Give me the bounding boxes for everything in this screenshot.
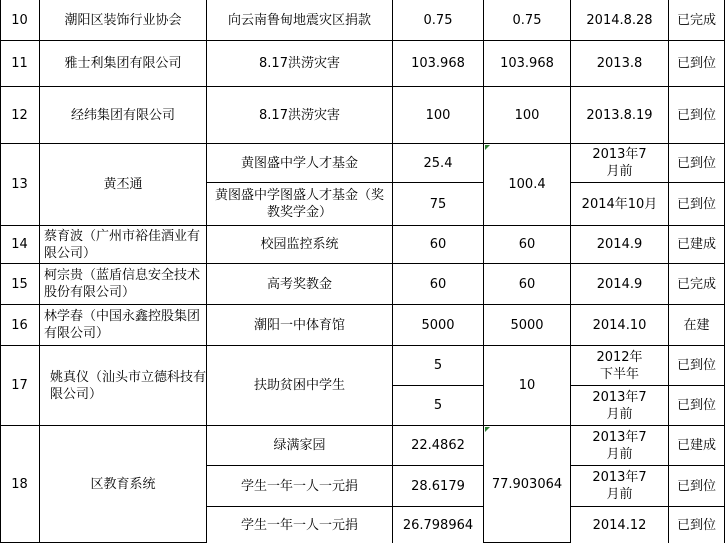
cell-pledged[interactable]: 5000 (393, 305, 484, 346)
cell-item[interactable]: 黄图盛中学图盛人才基金（奖教奖学金） (207, 183, 393, 226)
cell-item[interactable]: 扶助贫困中学生 (207, 346, 393, 426)
cell-donor[interactable]: 蔡育波（广州市裕佳酒业有限公司） (40, 226, 207, 264)
cell-status[interactable]: 已完成 (669, 0, 725, 41)
cell-status[interactable]: 已到位 (669, 41, 725, 87)
cell-item[interactable]: 学生一年一人一元捐 (207, 466, 393, 507)
cell-pledged[interactable]: 103.968 (393, 41, 484, 87)
cell-status[interactable]: 已到位 (669, 386, 725, 426)
cell-status[interactable]: 在建 (669, 305, 725, 346)
cell-paid[interactable]: 100 (484, 87, 571, 144)
cell-status[interactable]: 已到位 (669, 183, 725, 226)
cell-date[interactable]: 2013年7月前 (571, 426, 669, 466)
cell-status[interactable]: 已完成 (669, 264, 725, 305)
cell-no[interactable]: 14 (0, 226, 40, 264)
cell-no[interactable]: 11 (0, 41, 40, 87)
cell-pledged[interactable]: 26.798964 (393, 507, 484, 543)
cell-no[interactable]: 10 (0, 0, 40, 41)
cell-pledged[interactable]: 0.75 (393, 0, 484, 41)
cell-pledged[interactable]: 100 (393, 87, 484, 144)
cell-item[interactable]: 学生一年一人一元捐 (207, 507, 393, 543)
cell-donor[interactable]: 潮阳区装饰行业协会 (40, 0, 207, 41)
cell-paid[interactable]: 5000 (484, 305, 571, 346)
cell-date[interactable]: 2014.9 (571, 264, 669, 305)
cell-item[interactable]: 绿满家园 (207, 426, 393, 466)
cell-status[interactable]: 已建成 (669, 426, 725, 466)
cell-item[interactable]: 潮阳一中体育馆 (207, 305, 393, 346)
cell-date[interactable]: 2014.10 (571, 305, 669, 346)
cell-donor[interactable]: 姚真仪（汕头市立德科技有限公司） (40, 346, 207, 426)
cell-date[interactable]: 2013年7月前 (571, 386, 669, 426)
cell-date[interactable]: 2013.8 (571, 41, 669, 87)
cell-item[interactable]: 8.17洪涝灾害 (207, 87, 393, 144)
cell-pledged[interactable]: 28.6179 (393, 466, 484, 507)
cell-donor[interactable]: 林学春（中国永鑫控股集团有限公司） (40, 305, 207, 346)
cell-status[interactable]: 已到位 (669, 87, 725, 144)
cell-item[interactable]: 高考奖教金 (207, 264, 393, 305)
cell-pledged[interactable]: 25.4 (393, 144, 484, 183)
cell-pledged[interactable]: 60 (393, 226, 484, 264)
cell-comment-marker (485, 145, 490, 150)
cell-pledged[interactable]: 5 (393, 346, 484, 386)
cell-status[interactable]: 已建成 (669, 226, 725, 264)
cell-item[interactable]: 向云南鲁甸地震灾区捐款 (207, 0, 393, 41)
cell-no[interactable]: 16 (0, 305, 40, 346)
cell-paid[interactable]: 60 (484, 264, 571, 305)
grid-left-edge (0, 0, 1, 543)
cell-paid[interactable]: 10 (484, 346, 571, 426)
cell-date[interactable]: 2014.8.28 (571, 0, 669, 41)
cell-date[interactable]: 2013年7月前 (571, 466, 669, 507)
cell-no[interactable]: 12 (0, 87, 40, 144)
cell-status[interactable]: 已到位 (669, 507, 725, 543)
cell-paid[interactable]: 0.75 (484, 0, 571, 41)
cell-no[interactable]: 17 (0, 346, 40, 426)
cell-status[interactable]: 已到位 (669, 466, 725, 507)
cell-item[interactable]: 黄图盛中学人才基金 (207, 144, 393, 183)
cell-item[interactable]: 校园监控系统 (207, 226, 393, 264)
cell-donor[interactable]: 黄丕通 (40, 144, 207, 226)
cell-status[interactable]: 已到位 (669, 346, 725, 386)
cell-pledged[interactable]: 5 (393, 386, 484, 426)
cell-pledged[interactable]: 75 (393, 183, 484, 226)
cell-paid[interactable]: 60 (484, 226, 571, 264)
cell-pledged[interactable]: 60 (393, 264, 484, 305)
cell-date[interactable]: 2014年10月 (571, 183, 669, 226)
cell-date[interactable]: 2013年7月前 (571, 144, 669, 183)
cell-no[interactable]: 13 (0, 144, 40, 226)
cell-donor[interactable]: 经纬集团有限公司 (40, 87, 207, 144)
cell-paid[interactable]: 100.4 (484, 144, 571, 226)
cell-pledged[interactable]: 22.4862 (393, 426, 484, 466)
cell-paid[interactable]: 77.903064 (484, 426, 571, 543)
cell-no[interactable]: 18 (0, 426, 40, 543)
cell-date[interactable]: 2014.9 (571, 226, 669, 264)
cell-date[interactable]: 2014.12 (571, 507, 669, 543)
cell-comment-marker (485, 427, 490, 432)
cell-donor[interactable]: 区教育系统 (40, 426, 207, 543)
cell-item[interactable]: 8.17洪涝灾害 (207, 41, 393, 87)
cell-date[interactable]: 2012年下半年 (571, 346, 669, 386)
cell-date[interactable]: 2013.8.19 (571, 87, 669, 144)
cell-donor[interactable]: 雅士利集团有限公司 (40, 41, 207, 87)
cell-status[interactable]: 已到位 (669, 144, 725, 183)
cell-paid[interactable]: 103.968 (484, 41, 571, 87)
cell-donor[interactable]: 柯宗贵（蓝盾信息安全技术股份有限公司） (40, 264, 207, 305)
cell-no[interactable]: 15 (0, 264, 40, 305)
